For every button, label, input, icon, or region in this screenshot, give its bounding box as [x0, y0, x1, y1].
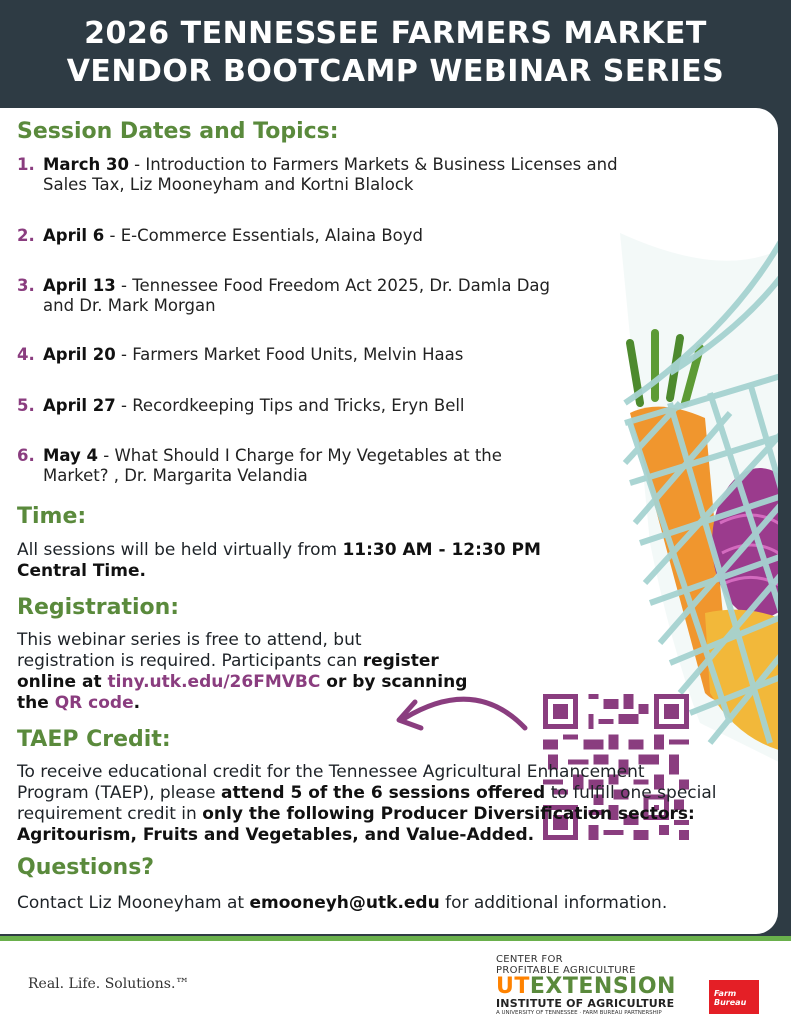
registration-line-1: This webinar series is free to attend, but [17, 630, 362, 650]
session-topic-cont: and Dr. Mark Morgan [43, 296, 216, 315]
logo-ut: UT [496, 974, 530, 999]
session-number: 1. [17, 155, 35, 174]
questions-text [17, 893, 667, 914]
logo-ext: EXTENSION [529, 974, 676, 999]
logo-extension [496, 976, 686, 998]
taep-attend: attend 5 of the 6 sessions offered [221, 783, 546, 803]
title-line-1: 2026 TENNESSEE FARMERS MARKET [84, 16, 707, 51]
session-date: April 6 [43, 226, 105, 245]
period: . [133, 693, 141, 713]
taep-heading: TAEP Credit: [17, 727, 171, 752]
registration-heading: Registration: [17, 595, 180, 620]
sessions-heading: Session Dates and Topics: [17, 119, 339, 144]
session-topic-cont: Sales Tax, Liz Mooneyham and Kortni Blalock [43, 175, 414, 194]
header [0, 0, 791, 108]
footer-divider [0, 936, 791, 941]
session-topic: - Farmers Market Food Units, Melvin Haas [115, 345, 464, 364]
taep-sectors: only the following Producer Diversification sectors: [202, 804, 695, 824]
session-number: 2. [17, 226, 35, 245]
ut-extension-logo [496, 954, 686, 1017]
session-item-1 [17, 155, 683, 195]
session-topic: - What Should I Charge for My Vegetables at the [98, 446, 502, 465]
session-date: March 30 [43, 155, 129, 174]
session-item-3 [17, 276, 683, 316]
session-topic: - Recordkeeping Tips and Tricks, Eryn Bell [115, 396, 465, 415]
or-scanning: or by scanning [320, 672, 468, 692]
arrow-to-qr-icon [395, 686, 530, 738]
session-item-4 [17, 345, 683, 365]
session-number: 5. [17, 396, 35, 415]
taep-line-2c: to fulfill one special [545, 783, 717, 803]
logo-profitable-ag: PROFITABLE AGRICULTURE [496, 965, 636, 976]
session-date: May 4 [43, 446, 99, 465]
session-item-6 [17, 446, 563, 486]
online-at: online at [17, 672, 108, 692]
time-range: 11:30 AM - 12:30 PM [342, 540, 541, 560]
questions-text-a: Contact Liz Mooneyham at [17, 893, 250, 913]
session-topic: - Introduction to Farmers Markets & Business Licenses and [128, 155, 618, 174]
session-number: 3. [17, 276, 35, 295]
taep-line-2a: Program (TAEP), please [17, 783, 221, 803]
session-topic: - Tennessee Food Freedom Act 2025, Dr. Damla Dag [115, 276, 550, 295]
registration-link[interactable]: tiny.utk.edu/26FMVBC [107, 672, 321, 692]
title-line-2: VENDOR BOOTCAMP WEBINAR SERIES [66, 54, 725, 89]
the-text: the [17, 693, 55, 713]
session-date: April 20 [43, 345, 116, 364]
session-topic-cont: Market? , Dr. Margarita Velandia [43, 466, 308, 485]
session-topic: - E-Commerce Essentials, Alaina Boyd [104, 226, 423, 245]
session-number: 4. [17, 345, 35, 364]
taep-line-1: To receive educational credit for the Tennessee Agricultural Enhancement [17, 762, 645, 782]
questions-heading: Questions? [17, 855, 155, 880]
logo-partnership: A UNIVERSITY OF TENNESSEE · FARM BUREAU PARTNERSHIP [496, 1010, 662, 1016]
session-item-2 [17, 226, 683, 246]
time-text [17, 540, 541, 582]
session-date: April 13 [43, 276, 116, 295]
farm-bureau-logo: Farm Bureau [709, 980, 759, 1014]
time-text-a: All sessions will be held virtually from [17, 540, 343, 560]
footer [0, 936, 791, 1024]
taep-sector-list: Agritourism, Fruits and Vegetables, and Value-Added. [17, 825, 535, 845]
taep-line-3a: requirement credit in [17, 804, 203, 824]
qr-code-text: QR code [54, 693, 134, 713]
content-card [0, 108, 778, 934]
session-item-5 [17, 396, 683, 416]
logo-center-for: CENTER FOR [496, 954, 563, 965]
time-heading: Time: [17, 504, 87, 529]
taep-text [17, 762, 717, 846]
logo-institute: INSTITUTE OF AGRICULTURE [496, 997, 675, 1010]
time-zone: Central Time. [17, 561, 146, 581]
registration-line-2: registration is required. Participants can [17, 651, 363, 671]
register-bold: register [362, 651, 439, 671]
session-number: 6. [17, 446, 35, 465]
questions-text-b: for additional information. [439, 893, 668, 913]
contact-email-link[interactable]: emooneyh@utk.edu [249, 893, 440, 913]
session-date: April 27 [43, 396, 116, 415]
tagline: Real. Life. Solutions.™ [28, 976, 190, 992]
